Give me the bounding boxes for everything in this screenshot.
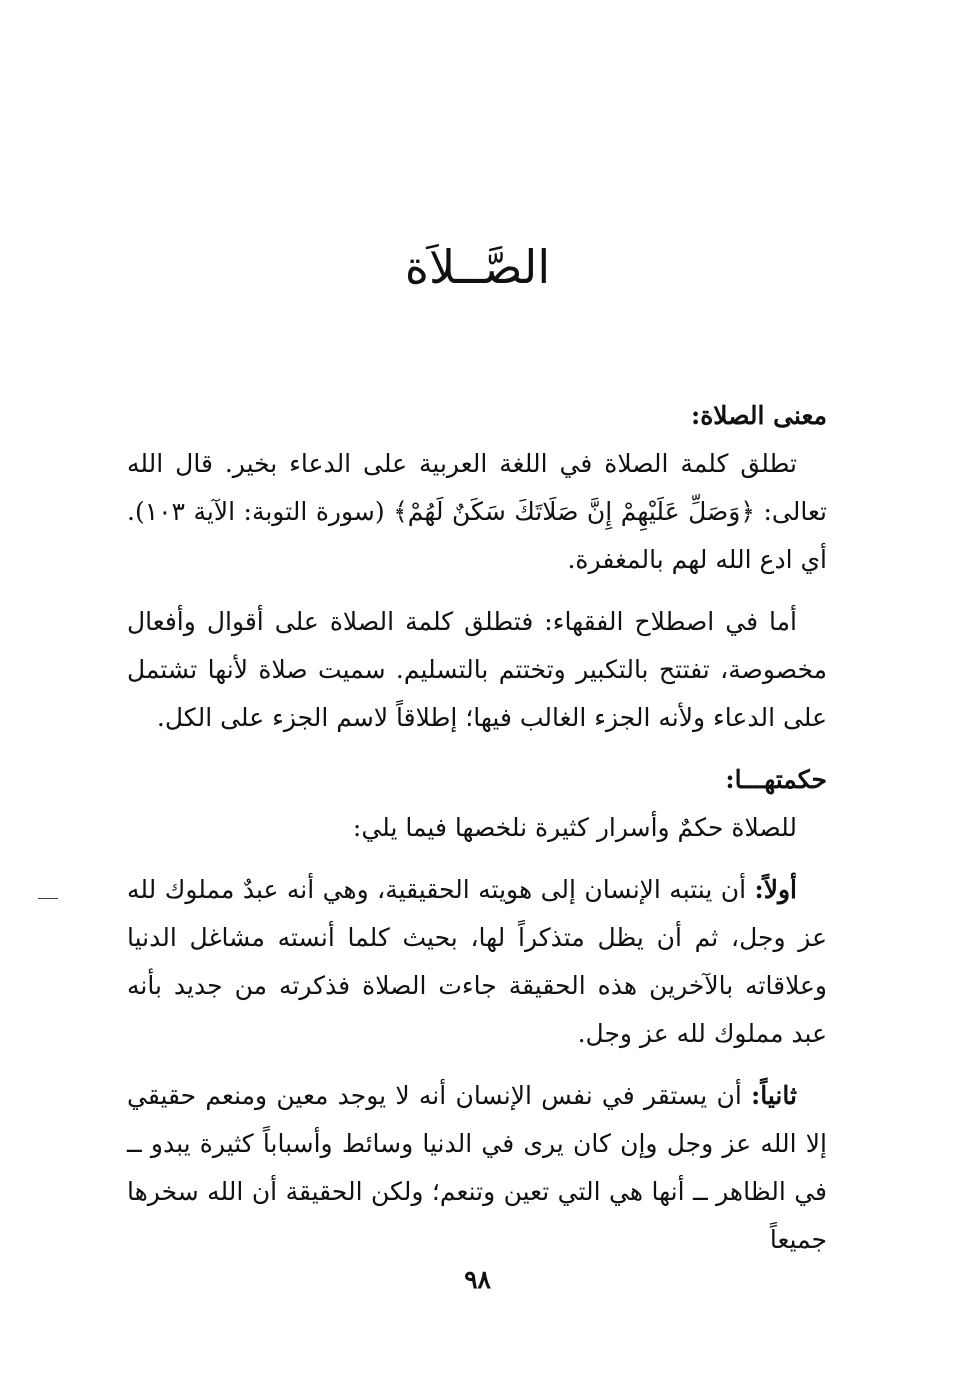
text-verse-reference: (سورة التوبة: الآية ١٠٣). أي ادع الله لهم بالمغفرة. [127, 497, 827, 574]
text-first-wisdom: أن ينتبه الإنسان إلى هويته الحقيقية، وهي أنه عبدٌ مملوك لله عز وجل، ثم أن يظل متذكراً لها، بحيث كلما أنسته مشاغل الدنيا وعلاقاته بالآخرين هذه الحقيقة جاءت الصلاة فذكرته من جديد بأنه عبد مملوك لله عز وجل. [127, 875, 827, 1048]
paragraph-meaning-jurisprudence: أما في اصطلاح الفقهاء: فتطلق كلمة الصلاة على أقوال وأفعال مخصوصة، تفتتح بالتكبير وتختتم بالتسليم. سميت صلاة لأنها تشتمل على الدعاء ولأنه الجزء الغالب فيها؛ إطلاقاً لاسم الجزء على الكل. [127, 607, 827, 732]
section-heading-meaning: معنى الصلاة: [690, 401, 827, 430]
paragraph-first-wisdom [127, 866, 827, 1058]
chapter-title: الصَّــلاَة [404, 240, 551, 294]
quran-verse: وَصَلِّ عَلَيْهِمْ إِنَّ صَلَاتَكَ سَكَنٌ لَهُمْ [407, 497, 741, 526]
page-number: ٩٨ [464, 1265, 491, 1294]
body-text [127, 392, 827, 1278]
paragraph-second-wisdom [127, 1072, 827, 1264]
paragraph-wisdom-intro: للصلاة حكمٌ وأسرار كثيرة نلخصها فيما يلي: [352, 813, 797, 842]
label-first: أولاً: [754, 875, 797, 904]
text-second-wisdom: أن يستقر في نفس الإنسان أنه لا يوجد معين ومنعم حقيقي إلا الله عز وجل وإن كان يرى في الدنيا وسائط وأسباباً كثيرة يبدو ــ في الظاهر ــ أنها هي التي تعين وتنعم؛ ولكن الحقيقة أن الله سخرها جميعاً [127, 1081, 827, 1254]
margin-mark [38, 898, 58, 899]
section-heading-wisdom: حكمتهـــا: [725, 765, 827, 794]
label-second: ثانياً: [751, 1081, 797, 1110]
quran-close-bracket: ﴾ [393, 497, 408, 526]
quran-open-bracket: ﴿ [740, 497, 755, 526]
paragraph-meaning-linguistic [127, 440, 827, 584]
text-linguistic-definition: تطلق كلمة الصلاة في اللغة العربية على الدعاء بخير. قال الله تعالى: [127, 449, 827, 526]
